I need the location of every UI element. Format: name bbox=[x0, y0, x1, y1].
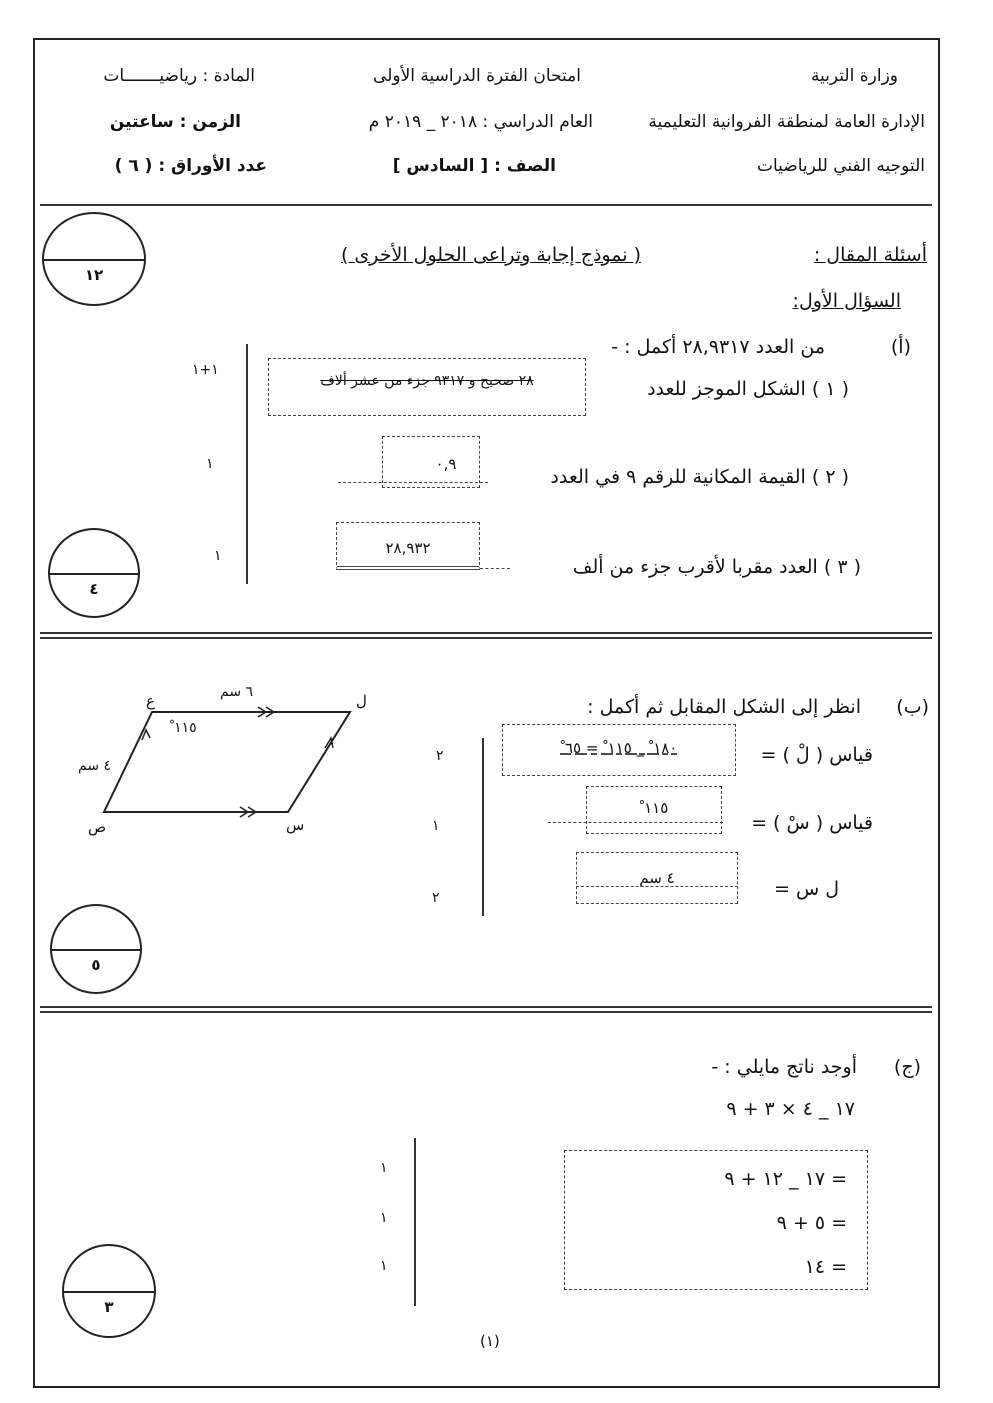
subject: المادة : رياضيـــــــات bbox=[103, 66, 255, 86]
part-b-divider bbox=[40, 1006, 932, 1013]
angle-label: ١١٥ ْ bbox=[170, 720, 197, 736]
page-number: (١) bbox=[480, 1332, 500, 1350]
pages-count: عدد الأوراق : ( ٦ ) bbox=[114, 156, 267, 176]
part-b-score-circle bbox=[50, 904, 142, 994]
part-a-item2-mark: ١ bbox=[206, 456, 214, 472]
top-side-length: ٦ سم bbox=[220, 684, 254, 700]
part-b-item1-answer: ١٨٠ ْ _ ١١٥ ْ = ٦٥ ْ bbox=[560, 739, 678, 757]
total-score-circle bbox=[42, 212, 146, 306]
vertex-sad: ص bbox=[88, 818, 107, 836]
total-score: ١٢ bbox=[84, 266, 104, 285]
header-divider bbox=[40, 204, 932, 206]
part-b-item2-answer-box bbox=[586, 786, 722, 834]
part-b-label: (ب) bbox=[896, 696, 929, 718]
parallelogram-figure bbox=[70, 688, 400, 848]
part-b-item3-answer: ٤ سم bbox=[639, 869, 675, 887]
left-side-length: ٤ سم bbox=[78, 758, 112, 774]
question1-label: السؤال الأول: bbox=[792, 290, 901, 312]
part-b-item1-mark: ٢ bbox=[436, 748, 444, 764]
part-b-item3-answer-line bbox=[576, 886, 738, 887]
part-b-item1-label: قياس ( لْ ) = bbox=[760, 744, 873, 766]
part-a-mark-line bbox=[246, 344, 248, 584]
exam-title: امتحان الفترة الدراسية الأولى bbox=[373, 66, 581, 86]
supervision-name: التوجيه الفني للرياضيات bbox=[756, 156, 925, 176]
vertex-lam: ل bbox=[356, 692, 367, 710]
part-a-item3-answer-line bbox=[480, 568, 510, 569]
part-b-score: ٥ bbox=[91, 955, 101, 974]
academic-year: العام الدراسي : ٢٠١٨ _ ٢٠١٩ م bbox=[368, 112, 593, 132]
part-c-mark-line bbox=[414, 1138, 416, 1306]
directorate-name: الإدارة العامة لمنطقة الفروانية التعليمية bbox=[648, 112, 925, 132]
part-c-label: (ج) bbox=[893, 1056, 921, 1078]
part-b-item3-label: ل س = bbox=[774, 878, 839, 900]
vertex-ain: ع bbox=[146, 692, 155, 710]
part-b-item2-answer: ١١٥ ْ bbox=[639, 799, 669, 817]
part-a-item3-answer-box bbox=[336, 522, 480, 570]
part-a-item2-answer-box bbox=[382, 436, 480, 488]
exam-time: الزمن : ساعتين bbox=[109, 112, 241, 132]
part-c-step3-mark: ١ bbox=[380, 1258, 388, 1274]
part-c-score: ٣ bbox=[104, 1298, 114, 1317]
part-c-step1: = ١٧ _ ١٢ + ٩ bbox=[724, 1168, 847, 1190]
answer-note: ( نموذج إجابة وتراعى الحلول الأخرى ) bbox=[340, 244, 641, 266]
part-b-item1-answer-box bbox=[502, 724, 736, 776]
part-a-item3-label: ( ٣ ) العدد مقربا لأقرب جزء من ألف bbox=[572, 556, 861, 578]
part-a-item2-answer: ٠,٩ bbox=[435, 455, 457, 473]
part-a-item1-mark: ١+١ bbox=[192, 362, 219, 378]
parallelogram-shape bbox=[104, 712, 350, 812]
part-b-item3-mark: ٢ bbox=[432, 890, 440, 906]
part-a-item1-label: ( ١ ) الشكل الموجز للعدد bbox=[647, 378, 849, 400]
part-b-mark-line bbox=[482, 738, 484, 916]
part-a-score: ٤ bbox=[89, 579, 99, 598]
ministry-name: وزارة التربية bbox=[810, 66, 898, 86]
part-c-step1-mark: ١ bbox=[380, 1160, 388, 1176]
grade: الصف : [ السادس ] bbox=[392, 156, 556, 176]
part-a-item3-mark: ١ bbox=[214, 548, 222, 564]
part-a-divider bbox=[40, 632, 932, 639]
part-b-item3-answer-box bbox=[576, 852, 738, 904]
part-b-item2-label: قياس ( سْ ) = bbox=[751, 812, 873, 834]
part-b-prompt: انظر إلى الشكل المقابل ثم أكمل : bbox=[587, 696, 861, 718]
part-a-item2-label: ( ٢ ) القيمة المكانية للرقم ٩ في العدد bbox=[550, 466, 849, 488]
part-a-label: (أ) bbox=[890, 336, 911, 358]
part-c-expression: ١٧ _ ٤ × ٣ + ٩ bbox=[726, 1098, 855, 1120]
part-a-prompt: من العدد ٢٨,٩٣١٧ أكمل : - bbox=[611, 336, 825, 358]
part-c-step2-mark: ١ bbox=[380, 1210, 388, 1226]
part-a-item3-answer: ٢٨,٩٣٢ bbox=[385, 539, 431, 557]
part-a-score-circle bbox=[48, 528, 140, 618]
part-c-step3: = ١٤ bbox=[804, 1256, 847, 1278]
part-c-step2: = ٥ + ٩ bbox=[776, 1212, 847, 1234]
part-a-item1-answer-box bbox=[268, 358, 586, 416]
part-b-item2-mark: ١ bbox=[432, 818, 440, 834]
part-a-item1-answer: ٢٨ صحيح و ٩٣١٧ جزء من عشر ألاف bbox=[320, 373, 534, 389]
part-c-prompt: أوجد ناتج مايلي : - bbox=[711, 1056, 857, 1078]
part-c-score-circle bbox=[62, 1244, 156, 1338]
vertex-seen: س bbox=[286, 816, 305, 834]
essay-title: أسئلة المقال : bbox=[813, 244, 927, 266]
